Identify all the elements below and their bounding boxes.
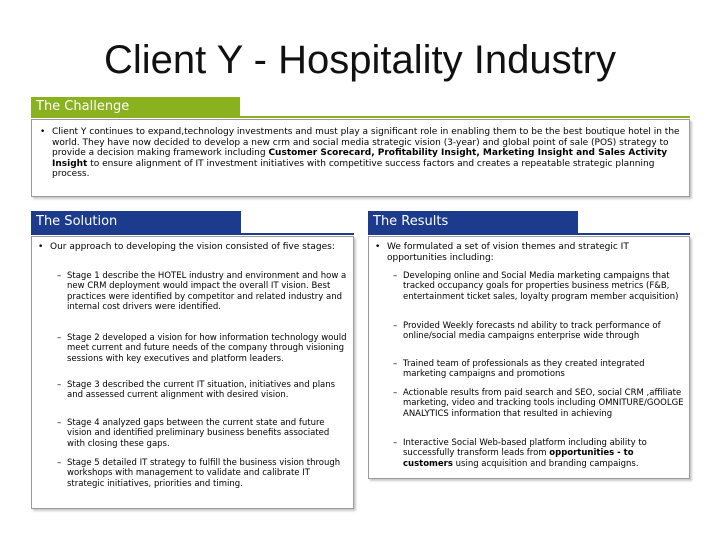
solution-stage-5: – Stage 5 detailed IT strategy to fulfill the business vision through workshops with management to validate and calibrate IT strategic initiatives, priorities and timing. xyxy=(57,458,347,489)
stage-text: Stage 4 analyzed gaps between the current state and future vision and identified preliminary business benefits associated with closing these gaps. xyxy=(67,418,330,449)
result-text-bold: opportunities - to customers xyxy=(403,448,634,469)
stage-text: Stage 5 detailed IT strategy to fulfill the business vision through workshops with management to validate and calibrate IT strategic initiatives, priorities and timing. xyxy=(67,458,341,489)
results-item-2: – Provided Weekly forecasts nd ability to track performance of online/social media campaigns enterprise wide through xyxy=(393,321,685,342)
result-text: Provided Weekly forecasts nd ability to track performance of online/social media campaigns enterprise wide through xyxy=(403,321,661,342)
solution-header-label: The Solution xyxy=(36,214,118,229)
result-text: Actionable results from paid search and SEO, social CRM ,affiliate marketing, video and tracking tools including OMNITURE/GOOLGE ANALYTICS information that resulted in achieving xyxy=(403,388,684,419)
results-item-3: – Trained team of professionals as they created integrated marketing campaigns and promotions xyxy=(393,359,685,380)
challenge-box xyxy=(31,119,690,197)
bullet-icon: • xyxy=(375,242,381,252)
result-text: Developing online and Social Media marketing campaigns that tracked occupancy goals for properties business metrics (F&B, entertainment ticket sales, loyalty program member acquisition) xyxy=(403,271,679,302)
results-item-4: – Actionable results from paid search and SEO, social CRM ,affiliate marketing, video and tracking tools including OMNITURE/GOOLGE ANALYTICS information that resulted in achieving xyxy=(393,388,684,419)
challenge-header xyxy=(31,97,240,117)
results-header-label: The Results xyxy=(373,214,449,229)
results-intro-text: We formulated a set of vision themes and strategic IT opportunities including: xyxy=(387,242,629,263)
results-header xyxy=(368,211,578,233)
result-text: Trained team of professionals as they created integrated marketing campaigns and promotions xyxy=(403,359,645,380)
results-item-1: – Developing online and Social Media marketing campaigns that tracked occupancy goals for properties business metrics (F&B, entertainment ticket sales, loyalty program member acquisition) xyxy=(393,271,685,302)
results-box xyxy=(368,236,690,479)
solution-stage-3: – Stage 3 described the current IT situation, initiatives and plans and assessed current alignment with desired vision. xyxy=(57,380,347,401)
bullet-icon: • xyxy=(40,127,46,137)
page-title: Client Y - Hospitality Industry xyxy=(103,38,617,82)
solution-stage-1: – Stage 1 describe the HOTEL industry and environment and how a new CRM deployment would impact the overall IT vision. Best practices were identified by competitor and related industry and internal cost drivers were identified. xyxy=(57,271,347,312)
challenge-bullet xyxy=(40,127,680,180)
solution-header xyxy=(31,211,241,233)
results-intro xyxy=(375,242,679,263)
challenge-text-start: Client Y continues to expand,technology investments and must play a significant role in enabling them to be the best boutique hotel in the world. They have now decided to develop a new crm and social media strategic vision (3-year) and global point of sale (POS) strategy to provide a decision making framework including xyxy=(52,127,680,159)
stage-text: Stage 3 described the current IT situation, initiatives and plans and assessed current alignment with desired vision. xyxy=(67,380,336,401)
stage-text: Stage 2 developed a vision for how information technology would meet current and future needs of the company through visioning sessions with key executives and platform leaders. xyxy=(67,333,347,364)
stage-text: Stage 1 describe the HOTEL industry and environment and how a new CRM deployment would impact the overall IT vision. Best practices were identified by competitor and related industry and internal cost drivers were identified. xyxy=(67,271,347,312)
challenge-header-label: The Challenge xyxy=(36,99,130,114)
result-text-end: using acquisition and branding campaigns. xyxy=(452,458,639,469)
solution-intro xyxy=(38,242,344,253)
solution-intro-text: Our approach to developing the vision consisted of five stages: xyxy=(50,242,335,252)
solution-stage-2: – Stage 2 developed a vision for how information technology would meet current and future needs of the company through visioning sessions with key executives and platform leaders. xyxy=(57,333,347,364)
result-text-start: Interactive Social Web-based platform including ability to successfully transform leads from xyxy=(403,438,647,459)
results-rule xyxy=(368,233,690,235)
solution-stage-4: – Stage 4 analyzed gaps between the current state and future vision and identified preliminary business benefits associated with closing these gaps. xyxy=(57,418,347,449)
results-item-5: – Interactive Social Web-based platform including ability to successfully transform leads from opportunities - to customers using acquisition and branding campaigns. xyxy=(393,438,647,469)
solution-rule xyxy=(31,233,354,235)
challenge-text-bold: Customer Scorecard, Profitability Insight, Marketing Insight and Sales Activity Insight xyxy=(52,148,668,169)
solution-box xyxy=(31,236,354,509)
challenge-text-end: to ensure alignment of IT investment initiatives with competitive success factors and creates a repeatable strategic planning process. xyxy=(52,158,655,180)
challenge-rule xyxy=(31,116,690,118)
bullet-icon: • xyxy=(38,242,44,252)
